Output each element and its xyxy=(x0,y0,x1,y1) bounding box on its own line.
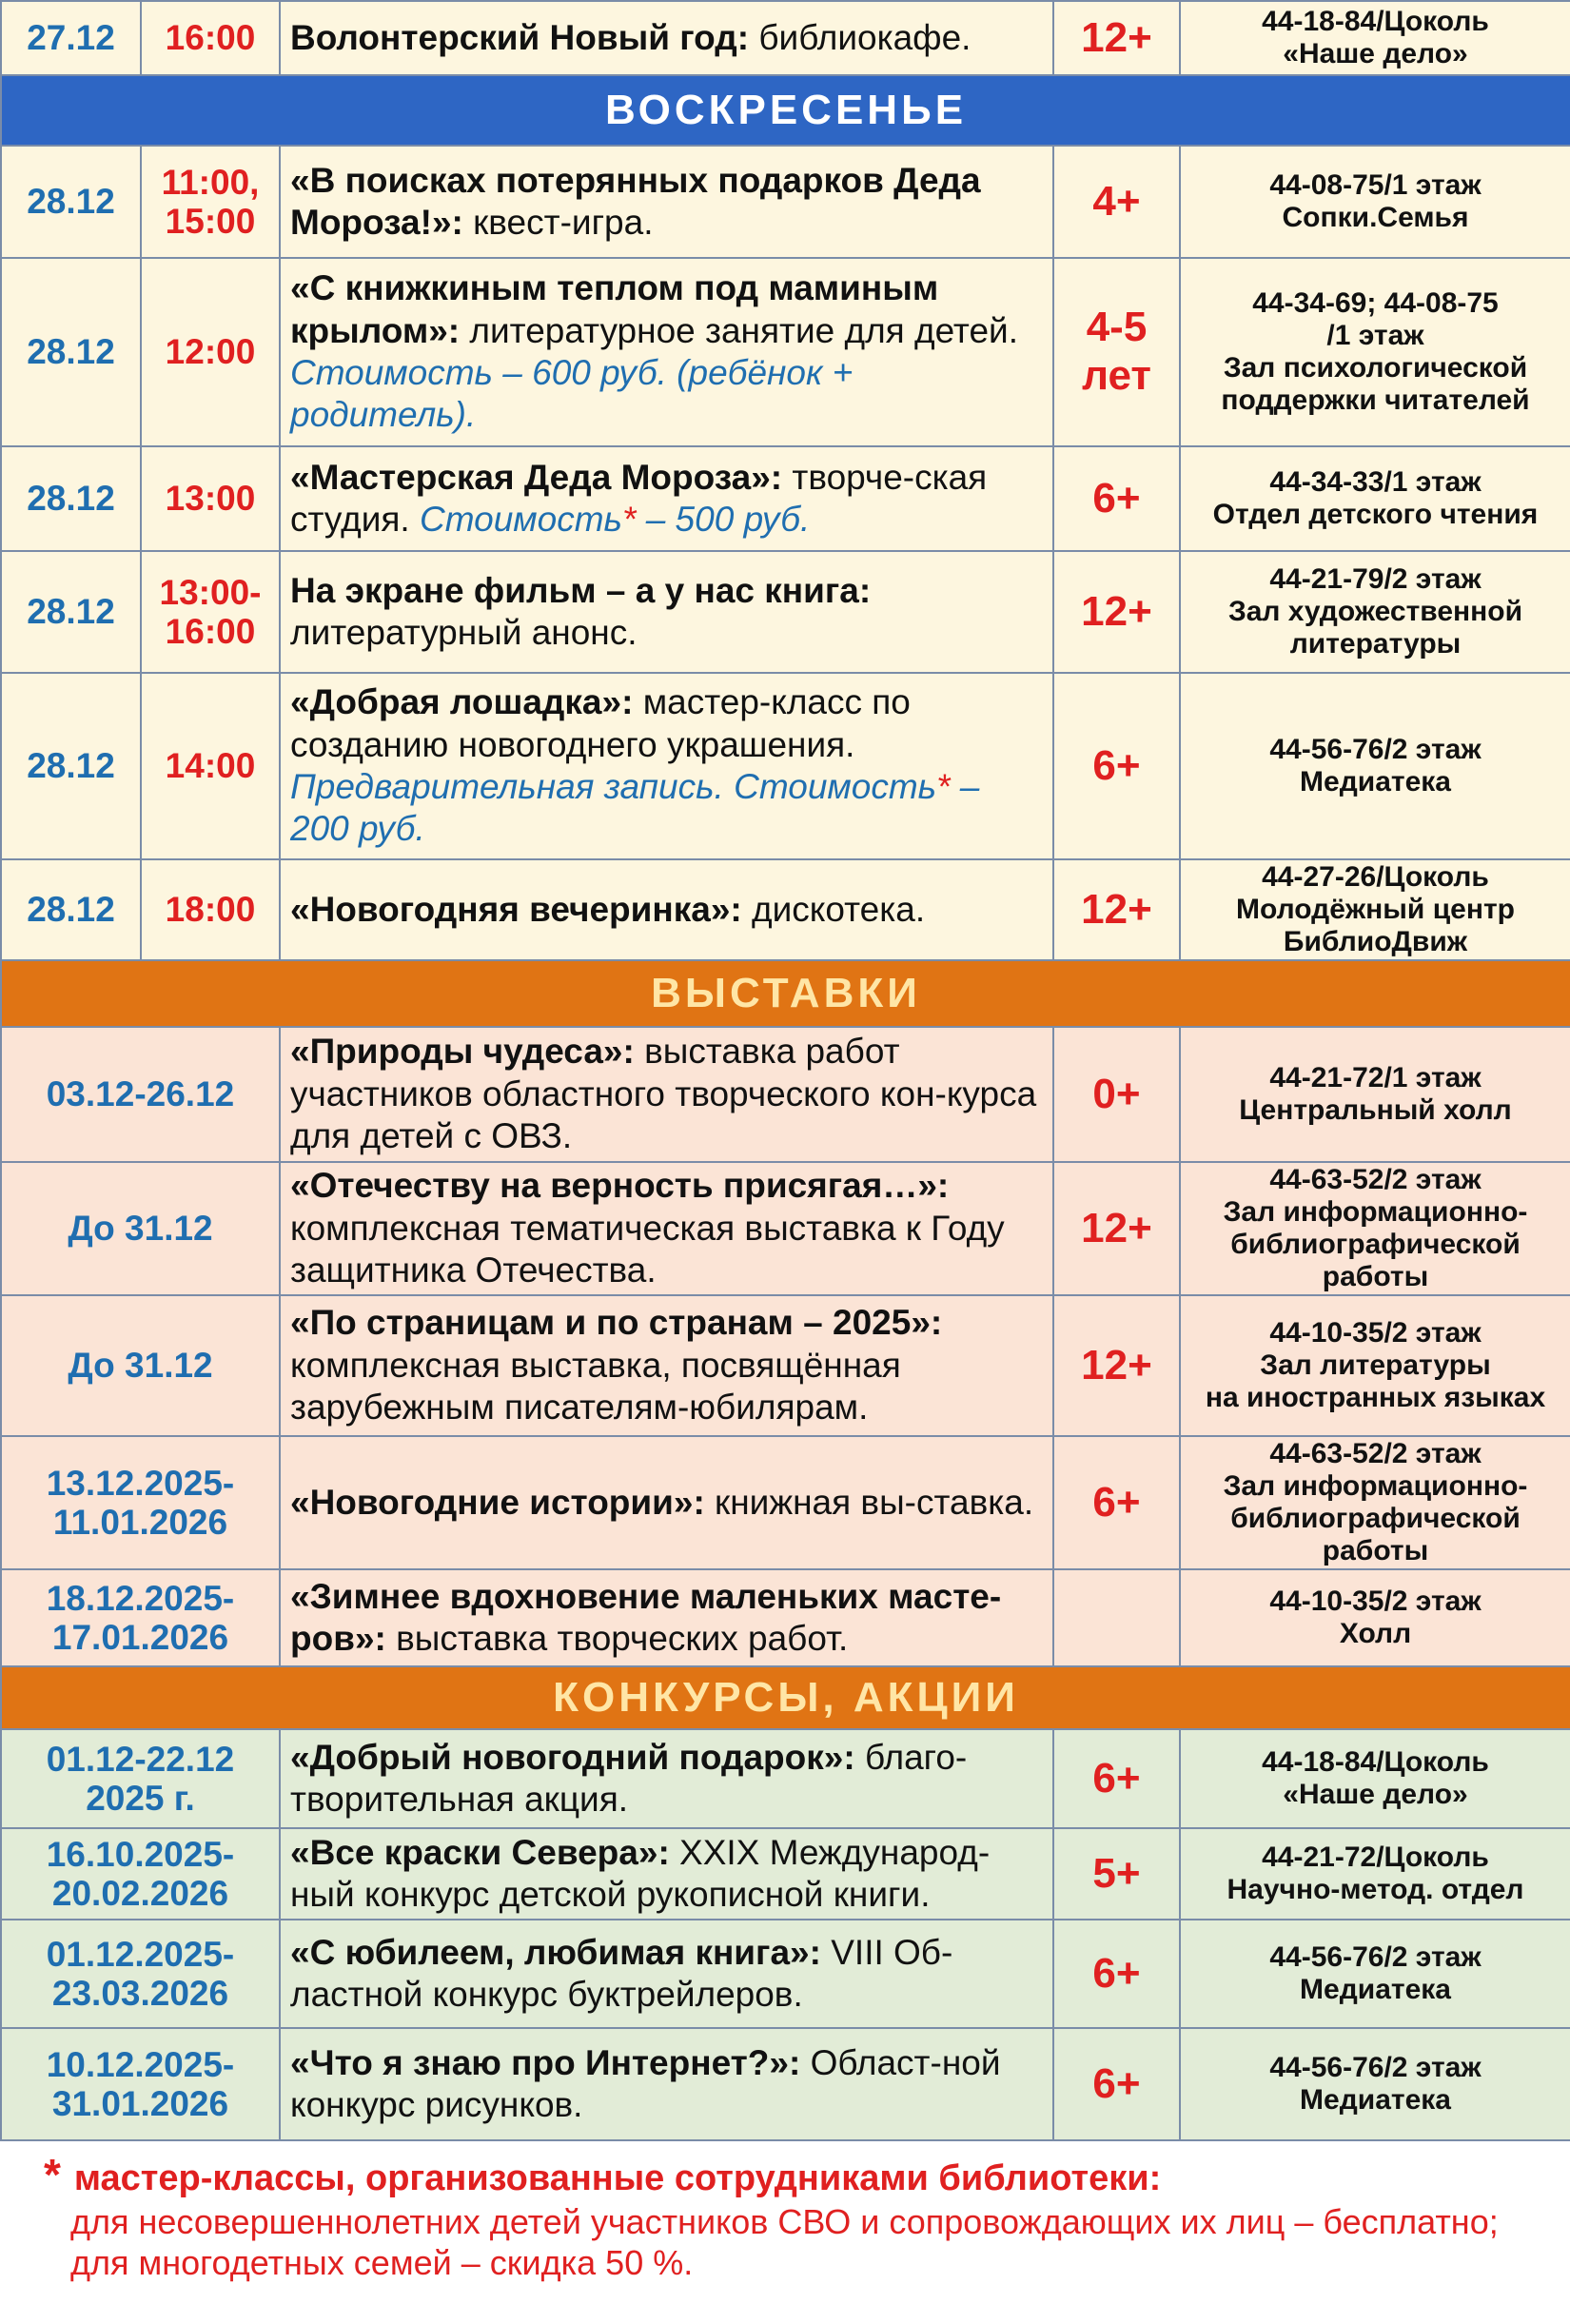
event-details: дискотека. xyxy=(741,889,926,929)
event-title: Волонтерский Новый год: xyxy=(290,17,750,57)
event-details: книжная вы-ставка. xyxy=(704,1482,1034,1522)
event-row xyxy=(1,1,1570,75)
age-rating: 6+ xyxy=(1053,1436,1180,1569)
event-date: 18.12.2025-17.01.2026 xyxy=(1,1569,280,1666)
event-description xyxy=(280,146,1053,258)
event-details: комплексная выставка, посвящённая зарубежным писателям-юбилярам. xyxy=(290,1345,901,1428)
event-title: «С юбилеем, любимая книга»: xyxy=(290,1932,821,1972)
venue-info xyxy=(1180,1295,1570,1436)
venue-line: 44-18-84/Цоколь xyxy=(1262,1746,1489,1779)
event-description xyxy=(280,673,1053,859)
venue-line: 44-10-35/2 этаж xyxy=(1269,1585,1482,1618)
event-row xyxy=(1,146,1570,258)
venue-line: литературы xyxy=(1289,627,1462,660)
event-row xyxy=(1,673,1570,859)
event-description xyxy=(280,258,1053,446)
event-title: «Новогодние истории»: xyxy=(290,1482,705,1522)
venue-info xyxy=(1180,551,1570,673)
event-title: «Природы чудеса»: xyxy=(290,1032,635,1072)
event-details: мастер-класс по созданию новогоднего украшения. xyxy=(290,682,911,764)
event-row xyxy=(1,859,1570,960)
event-title: «Зимнее вдохновение маленьких масте-ров»: xyxy=(290,1576,1002,1658)
event-date: 01.12.2025-23.03.2026 xyxy=(1,1920,280,2028)
age-rating: 12+ xyxy=(1053,1162,1180,1295)
event-title: «Отечеству на верность присягая…»: xyxy=(290,1166,950,1206)
venue-line: «Наше дело» xyxy=(1283,38,1468,69)
age-rating: 5+ xyxy=(1053,1828,1180,1920)
event-details: квест-игра. xyxy=(462,203,654,242)
event-price-amount: – 500 руб. xyxy=(636,500,811,539)
age-rating: 4+ xyxy=(1053,146,1180,258)
event-details: литературный анонс. xyxy=(290,613,638,652)
event-description xyxy=(280,1162,1053,1295)
event-title: «Добрая лошадка»: xyxy=(290,682,634,722)
section-header-row xyxy=(1,960,1570,1027)
venue-info xyxy=(1180,146,1570,258)
venue-line: Зал информационно- xyxy=(1223,1196,1528,1229)
age-rating: 12+ xyxy=(1053,1,1180,75)
venue-line: Центральный холл xyxy=(1239,1094,1512,1126)
event-price-note: Стоимость – 600 руб. (ребёнок + родитель). xyxy=(290,353,854,435)
venue-line: /1 этаж xyxy=(1326,320,1424,352)
section-header-row xyxy=(1,1666,1570,1729)
event-description xyxy=(280,551,1053,673)
venue-info xyxy=(1180,1162,1570,1295)
event-date: 03.12-26.12 xyxy=(1,1027,280,1162)
venue-line: 44-21-79/2 этаж xyxy=(1269,563,1482,596)
venue-line: 44-63-52/2 этаж xyxy=(1269,1164,1482,1196)
event-description xyxy=(280,1,1053,75)
event-title: «Мастерская Деда Мороза»: xyxy=(290,457,783,497)
age-rating: 4-5 лет xyxy=(1053,258,1180,446)
event-title: «Добрый новогодний подарок»: xyxy=(290,1737,855,1777)
venue-info xyxy=(1180,258,1570,446)
venue-line: 44-34-33/1 этаж xyxy=(1269,466,1482,499)
event-description xyxy=(280,1027,1053,1162)
venue-line: Зал информационно- xyxy=(1223,1470,1528,1503)
event-title: «С книжкиным теплом под маминым крылом»: xyxy=(290,268,939,350)
event-time: 13:00 xyxy=(141,446,280,551)
age-rating xyxy=(1053,1569,1180,1666)
event-title: «По страницам и по странам – 2025»: xyxy=(290,1303,943,1343)
event-row xyxy=(1,1729,1570,1828)
event-description xyxy=(280,2028,1053,2140)
venue-line: «Наше дело» xyxy=(1283,1779,1468,1810)
venue-line: 44-34-69; 44-08-75 xyxy=(1252,287,1499,320)
event-date: 28.12 xyxy=(1,551,141,673)
venue-line: библиографической xyxy=(1230,1229,1521,1260)
event-date: 27.12 xyxy=(1,1,141,75)
event-date: 28.12 xyxy=(1,146,141,258)
footnote-line: для несовершеннолетних детей участников СВО и сопровождающих их лиц – бесплатно; xyxy=(70,2202,1499,2242)
event-row xyxy=(1,1162,1570,1295)
venue-info xyxy=(1180,1729,1570,1828)
event-date: 01.12-22.12 2025 г. xyxy=(1,1729,280,1828)
section-heading: ВЫСТАВКИ xyxy=(1,960,1570,1027)
event-title: «Все краски Севера»: xyxy=(290,1832,670,1872)
event-date: 28.12 xyxy=(1,673,141,859)
venue-line: Медиатека xyxy=(1300,1974,1451,2005)
age-rating: 6+ xyxy=(1053,2028,1180,2140)
event-description xyxy=(280,1295,1053,1436)
age-rating: 6+ xyxy=(1053,1729,1180,1828)
venue-info xyxy=(1180,2028,1570,2140)
event-time: 18:00 xyxy=(141,859,280,960)
venue-line: Зал литературы xyxy=(1260,1349,1491,1382)
venue-info xyxy=(1180,1,1570,75)
event-description xyxy=(280,1920,1053,2028)
event-price-note: Предварительная запись. Стоимость xyxy=(290,767,937,806)
event-details: благо-творительная акция. xyxy=(290,1737,968,1819)
age-rating: 12+ xyxy=(1053,551,1180,673)
age-rating: 12+ xyxy=(1053,1295,1180,1436)
price-star: * xyxy=(936,767,951,806)
venue-line: 44-10-35/2 этаж xyxy=(1269,1317,1482,1349)
price-star: * xyxy=(622,500,637,539)
event-time: 14:00 xyxy=(141,673,280,859)
event-title: «Что я знаю про Интернет?»: xyxy=(290,2042,801,2082)
event-title: «В поисках потерянных подарков Деда Мороза!»: xyxy=(290,160,981,242)
event-description xyxy=(280,1729,1053,1828)
venue-line: поддержки читателей xyxy=(1221,384,1530,416)
venue-line: БиблиоДвиж xyxy=(1283,925,1468,957)
event-date: До 31.12 xyxy=(1,1162,280,1295)
event-details: VIII Об-ластной конкурс буктрейлеров. xyxy=(290,1932,953,2014)
venue-info xyxy=(1180,1436,1570,1569)
age-rating: 6+ xyxy=(1053,1920,1180,2028)
venue-info xyxy=(1180,1920,1570,2028)
venue-line: работы xyxy=(1322,1260,1429,1292)
event-details: выставка работ участников областного творческого кон-курса для детей с ОВЗ. xyxy=(290,1032,1037,1156)
event-details: Област-ной конкурс рисунков. xyxy=(290,2042,1001,2124)
venue-line: 44-08-75/1 этаж xyxy=(1269,169,1482,202)
event-row xyxy=(1,551,1570,673)
event-row xyxy=(1,2028,1570,2140)
event-details: творче-ская студия. xyxy=(290,457,988,539)
event-row xyxy=(1,1295,1570,1436)
venue-line: 44-27-26/Цоколь xyxy=(1262,861,1489,894)
venue-info xyxy=(1180,1569,1570,1666)
venue-line: 44-56-76/2 этаж xyxy=(1269,2052,1482,2084)
event-details: выставка творческих работ. xyxy=(385,1619,849,1658)
venue-line: 44-56-76/2 этаж xyxy=(1269,1941,1482,1974)
event-details: литературное занятие для детей. xyxy=(460,310,1018,350)
venue-line: 44-63-52/2 этаж xyxy=(1269,1438,1482,1470)
event-time: 11:00, 15:00 xyxy=(141,146,280,258)
age-rating: 6+ xyxy=(1053,673,1180,859)
event-row xyxy=(1,1920,1570,2028)
venue-line: Сопки.Семья xyxy=(1282,202,1469,233)
footnote-heading xyxy=(44,2149,1566,2201)
event-row xyxy=(1,1436,1570,1569)
venue-info xyxy=(1180,1828,1570,1920)
event-time: 12:00 xyxy=(141,258,280,446)
venue-line: на иностранных языках xyxy=(1205,1381,1546,1413)
event-date: До 31.12 xyxy=(1,1295,280,1436)
venue-line: Отдел детского чтения xyxy=(1212,499,1539,530)
venue-line: работы xyxy=(1322,1534,1429,1566)
venue-line: 44-21-72/1 этаж xyxy=(1269,1062,1482,1094)
venue-line: 44-18-84/Цоколь xyxy=(1262,6,1489,38)
footnote-line: для многодетных семей – скидка 50 %. xyxy=(70,2243,694,2283)
event-row xyxy=(1,258,1570,446)
event-description xyxy=(280,859,1053,960)
event-row xyxy=(1,446,1570,551)
event-date: 28.12 xyxy=(1,859,141,960)
footnote-star: * xyxy=(44,2150,61,2199)
venue-line: Зал художественной xyxy=(1227,596,1523,628)
event-date: 13.12.2025-11.01.2026 xyxy=(1,1436,280,1569)
venue-line: Медиатека xyxy=(1300,2084,1451,2116)
venue-line: Научно-метод. отдел xyxy=(1227,1874,1524,1905)
footnote-heading-text: мастер-классы, организованные сотрудниками библиотеки: xyxy=(73,2158,1162,2198)
venue-line: библиографической xyxy=(1230,1503,1521,1534)
event-details: комплексная тематическая выставка к Году защитника Отечества. xyxy=(290,1208,1005,1290)
age-rating: 12+ xyxy=(1053,859,1180,960)
venue-line: 44-21-72/Цоколь xyxy=(1262,1841,1489,1874)
event-price-amount: – 200 руб. xyxy=(290,767,980,849)
footnote xyxy=(44,2149,1566,2284)
event-row xyxy=(1,1828,1570,1920)
event-row xyxy=(1,1027,1570,1162)
event-date: 16.10.2025-20.02.2026 xyxy=(1,1828,280,1920)
section-heading: КОНКУРСЫ, АКЦИИ xyxy=(1,1666,1570,1729)
venue-info xyxy=(1180,1027,1570,1162)
venue-line: Зал психологической xyxy=(1223,352,1528,384)
event-time: 13:00-16:00 xyxy=(141,551,280,673)
event-description xyxy=(280,1436,1053,1569)
event-time: 16:00 xyxy=(141,1,280,75)
venue-info xyxy=(1180,859,1570,960)
age-rating: 0+ xyxy=(1053,1027,1180,1162)
event-description xyxy=(280,446,1053,551)
age-rating: 6+ xyxy=(1053,446,1180,551)
event-date: 28.12 xyxy=(1,258,141,446)
event-date: 28.12 xyxy=(1,446,141,551)
section-heading: ВОСКРЕСЕНЬЕ xyxy=(1,75,1570,146)
event-description xyxy=(280,1569,1053,1666)
section-header-row xyxy=(1,75,1570,146)
event-date: 10.12.2025-31.01.2026 xyxy=(1,2028,280,2140)
venue-line: Медиатека xyxy=(1300,766,1451,798)
venue-line: Молодёжный центр xyxy=(1236,894,1515,926)
event-details: библиокафе. xyxy=(749,17,971,57)
venue-line: 44-56-76/2 этаж xyxy=(1269,734,1482,766)
event-description xyxy=(280,1828,1053,1920)
event-price-note: Стоимость xyxy=(420,500,623,539)
event-row xyxy=(1,1569,1570,1666)
venue-info xyxy=(1180,673,1570,859)
venue-info xyxy=(1180,446,1570,551)
venue-line: Холл xyxy=(1339,1618,1412,1649)
event-details: XXIX Международ-ный конкурс детской рукописной книги. xyxy=(290,1832,991,1914)
event-title: На экране фильм – а у нас книга: xyxy=(290,570,872,610)
event-title: «Новогодняя вечеринка»: xyxy=(290,889,742,929)
